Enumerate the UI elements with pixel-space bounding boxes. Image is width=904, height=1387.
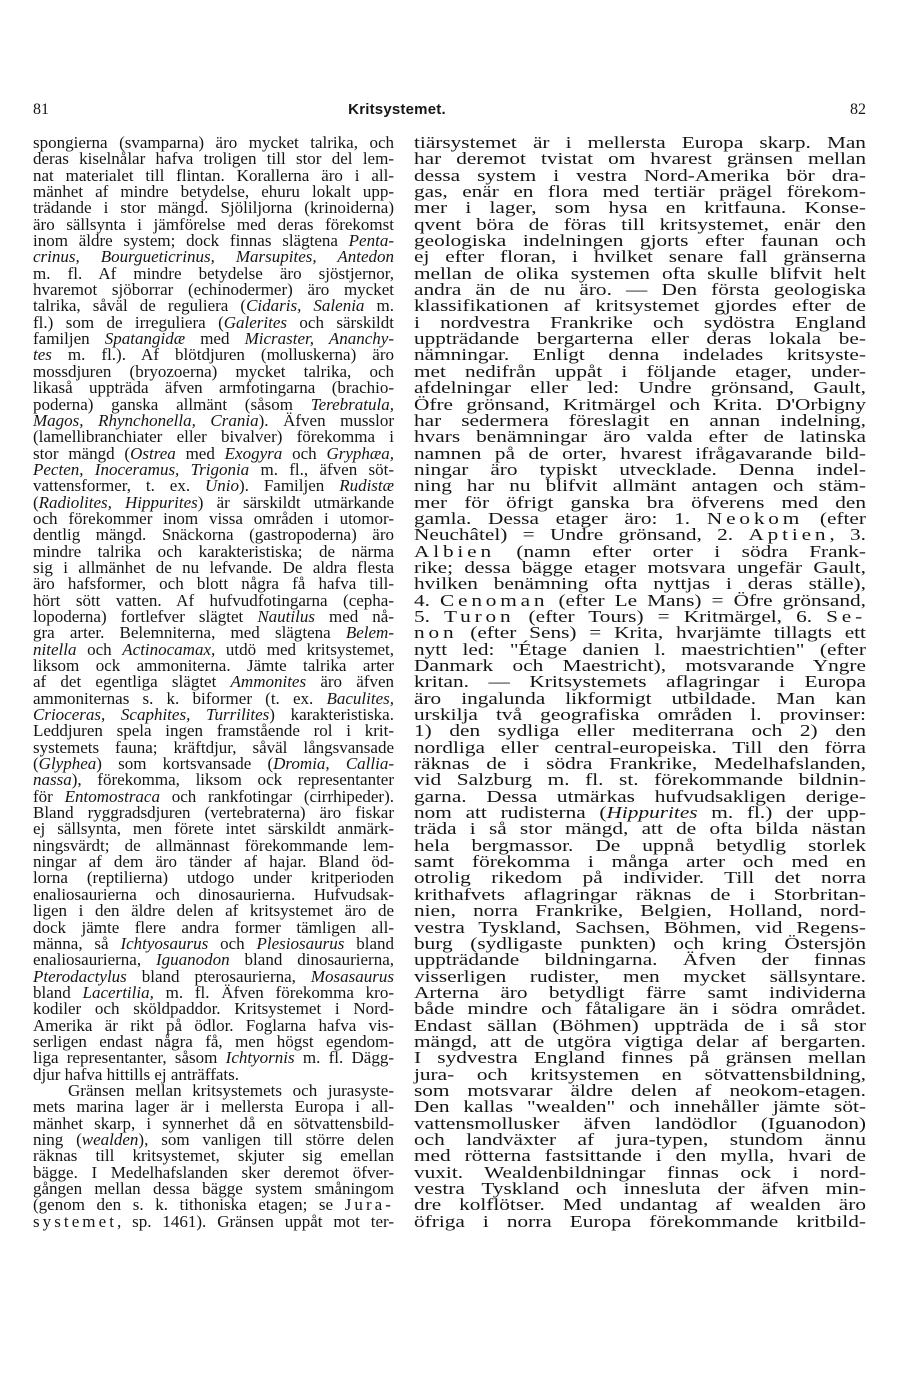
text-run: andra än de nu äro. — Den första geologiska xyxy=(414,280,866,300)
text-run: nämningar. Enligt denna indelades kritsyste- xyxy=(414,345,866,365)
text-run: uppträdande bergarterna eller deras lokala be- xyxy=(414,329,866,349)
spaced-text-run: Aptien xyxy=(748,525,830,545)
text-run: bland dinosaurierna, xyxy=(229,950,394,970)
text-run: gamla. Dessa etager äro: 1. xyxy=(414,508,707,528)
italic-text-run: Baculites, xyxy=(326,688,394,708)
text-run: talrika, såväl de reguliera ( xyxy=(33,296,247,316)
text-run: Den kallas "wealden" och innehåller jämte söt- xyxy=(414,1097,866,1117)
text-run: hvilken benämning ofta nyttjas i deras ställe), xyxy=(414,574,866,594)
text-run: och xyxy=(76,639,123,659)
text-run: ning ( xyxy=(33,1129,82,1149)
text-run: männa, så xyxy=(33,933,121,953)
text-run: enaliosaurierna, xyxy=(33,950,156,970)
text-run: dessa system i vestra Nord-Amerika bör dra- xyxy=(414,165,866,185)
text-run: Endast sällan (Böhmen) uppträda de i så stor xyxy=(414,1015,866,1035)
text-run: gången mellan dessa bägge system småningom xyxy=(33,1179,394,1198)
text-run: poderna) ganska allmänt (såsom xyxy=(33,394,311,414)
text-run: ). Familjen xyxy=(239,476,340,496)
italic-text-run: Lacertilia, xyxy=(82,982,154,1002)
text-run: med xyxy=(175,443,225,463)
text-run: vattensmollusker äfven landödlor (Iguanodon) xyxy=(414,1113,866,1133)
text-run: Neuchâtel) = Undre grönsand, 2. xyxy=(414,525,749,545)
italic-text-run: Hippurites xyxy=(606,803,698,823)
text-run: af det egentliga slägtet xyxy=(33,672,231,692)
text-run: familjen xyxy=(33,329,105,349)
text-run: fl.) som de irreguliera ( xyxy=(33,312,224,332)
text-run: för xyxy=(33,786,65,806)
text-line xyxy=(414,1211,866,1231)
text-run: ) är särskildt utmärkande xyxy=(197,492,394,512)
text-run: m. fl. Af mindre betydelse äro sjöstjernor, xyxy=(33,263,394,283)
text-run: m. fl. Äfven förekomma kro- xyxy=(153,982,394,1002)
italic-text-run: Mosasaurus xyxy=(310,966,394,986)
text-run: urskilja två geografiska områden l. provinser: xyxy=(414,705,866,725)
text-run: 1) den sydliga eller mediterrana och 2) den xyxy=(414,721,866,741)
italic-text-run: crinus, Bourgueticrinus, Marsupites, Antedon xyxy=(33,247,394,267)
page-number-left: 81 xyxy=(33,101,49,118)
spaced-text-run: non xyxy=(414,623,458,643)
text-run: ningar äro typiskt utvecklade. Denna indel- xyxy=(414,459,866,479)
text-run: bland xyxy=(344,933,394,953)
text-run: deras kiselnålar hafva troligen till stor del lem- xyxy=(33,149,394,169)
text-run: mets marina lager är i mellersta Europa i all- xyxy=(33,1097,394,1117)
text-run: kritan. — Kritsystemets aflagringar i Europa xyxy=(414,672,866,692)
text-run: med xyxy=(185,329,245,349)
text-run: enaliosaurierna och dinosaurierna. Hufvudsak- xyxy=(33,884,394,904)
text-run: ), förekomma, liksom ock representanter xyxy=(71,770,394,790)
text-run: (efter Tours) = Kritmärgel, 6. xyxy=(514,606,827,626)
text-run: mer i lager, som hysa en kritfauna. Konse- xyxy=(414,198,866,218)
italic-text-run: Penta- xyxy=(348,231,394,251)
text-run: klassifikationen af kritsystemet gjordes efter de xyxy=(414,296,866,316)
text-run: mellan de olika systemen ofta skulle blifvit helt xyxy=(414,263,866,283)
spaced-text-run: Se- xyxy=(826,606,866,626)
text-run: ningar af dem äro tänder af hajar. Bland öd- xyxy=(33,852,394,872)
text-run: met nedifrån uppåt i följande etager, under- xyxy=(414,361,866,381)
italic-text-run: Crioceras, Scaphites, Turrilites xyxy=(33,705,270,725)
text-run: ( xyxy=(33,754,39,774)
text-run: bägge. I Medelhafslanden sker deremot öfver- xyxy=(33,1162,394,1182)
italic-text-run: Pterodactylus xyxy=(33,966,127,986)
text-run: (efter Sens) = Krita, hvarjämte tillagts ett xyxy=(457,623,866,643)
italic-text-run: nassa xyxy=(33,770,72,790)
running-title: Kritsystemet. xyxy=(348,101,446,118)
text-run: spongierna (svamparna) äro mycket talrika, och xyxy=(33,133,394,152)
text-run: qvent böra de föras till kritsystemet, enär den xyxy=(414,214,866,234)
text-run: har deremot tvistat om hvarest gränsen mellan xyxy=(414,149,866,169)
italic-text-run: Rudistæ xyxy=(339,476,394,496)
text-run: (genom den s. k. tithoniska etagen; se xyxy=(33,1195,345,1215)
italic-text-run: Plesiosaurus xyxy=(256,933,345,953)
italic-text-run: Glyphea xyxy=(38,754,97,774)
spaced-text-run: Albien xyxy=(414,541,495,561)
text-run: mer för öfrigt ganska bra öfverens med den xyxy=(414,492,866,512)
text-run: geologiska indelningen gjorts efter faunan och xyxy=(414,231,866,251)
text-run: som motsvarar äldre delen af neokom-etagen. xyxy=(414,1080,866,1100)
italic-text-run: Actinocamax, xyxy=(122,639,216,659)
text-run: både mindre och fåtaligare än i södra området. xyxy=(414,999,866,1019)
left-text-column xyxy=(33,135,394,1230)
text-run: Leddjuren spela ingen framstående rol i krit- xyxy=(33,721,394,741)
italic-text-run: Dromia, Callia- xyxy=(273,754,394,774)
text-run: äro hafsformer, och blott några få hafva till- xyxy=(33,574,394,594)
text-run: , 3. xyxy=(829,525,866,545)
text-run: ) som kortsvansade ( xyxy=(96,754,274,774)
text-run: Gränsen mellan kritsystemets och jurasyste- xyxy=(68,1080,394,1100)
text-run: med nå- xyxy=(314,606,394,626)
text-run: namnen på de orter, hvarest ifrågavarande bild- xyxy=(414,443,866,463)
text-run: i nordvestra Frankrike och sydöstra England xyxy=(414,312,866,332)
italic-text-run: Radiolites, Hippurites xyxy=(38,492,198,512)
text-run: rike; dessa bägge etager motsvara ungefär Gault, xyxy=(414,557,866,577)
text-run: 4. xyxy=(414,590,441,610)
text-run: dentlig mängd. Snäckorna (gastropoderna) äro xyxy=(33,525,394,545)
text-run: djur hafva hittills ej anträffats. xyxy=(33,1064,239,1084)
text-run: ( xyxy=(33,492,39,512)
text-run: gra arter. Belemniterna, med slägtena xyxy=(33,623,346,643)
text-run: dock jämte flere andra former tämligen all- xyxy=(33,917,394,937)
italic-text-run: Terebratula, xyxy=(310,394,394,414)
text-run: ning har nu blifvit allmänt antagen och stäm- xyxy=(414,476,866,496)
text-run: Bland ryggradsdjuren (vertebraterna) äro fiskar xyxy=(33,803,394,823)
text-run: vestra Tyskland, Sachsen, Böhmen, vid Regens- xyxy=(414,917,866,937)
text-run: och särskildt xyxy=(287,312,394,332)
text-run: äro ingalunda likformigt utbildade. Man kan xyxy=(414,688,866,708)
text-run: systemets fauna; kräftdjur, såväl långsvansade xyxy=(33,737,394,757)
italic-text-run: wealden xyxy=(81,1129,139,1149)
italic-text-run: Exogyra xyxy=(224,443,283,463)
italic-text-run: Spatangidæ xyxy=(104,329,186,349)
text-run: (efter Le Mans) = Öfre grönsand, xyxy=(548,590,866,610)
text-run: dre kolflötser. Med undantag af wealden äro xyxy=(414,1195,866,1215)
text-run: nordliga eller central-europeiska. Till den förra xyxy=(414,737,866,757)
text-run: och rankfotingar (cirrhipeder). xyxy=(159,786,394,806)
text-run: mänhet af mindre betydelse, ehuru lokalt upp- xyxy=(33,182,394,202)
text-run: Arterna äro betydligt färre samt individerna xyxy=(414,982,866,1002)
italic-text-run: Iguanodon xyxy=(155,950,230,970)
text-run: Danmark och Maestricht), motsvarande Yngre xyxy=(414,656,866,675)
text-run: Amerika är rikt på ödlor. Foglarna hafva vis- xyxy=(33,1015,394,1035)
italic-text-run: Belem- xyxy=(345,623,394,643)
text-run: samt förekomma i många arter och med en xyxy=(414,852,866,872)
text-run: räknas till kritsystemet, skjuter sig emellan xyxy=(33,1146,394,1166)
text-run: och xyxy=(282,443,327,463)
text-run: tiärsystemet är i mellersta Europa skarp. Man xyxy=(414,133,866,152)
text-run: mindre talrika och karakteristiska; de närma xyxy=(33,541,394,561)
text-run: ligen i den äldre delen af kritsystemet äro de xyxy=(33,901,394,921)
text-run: m. xyxy=(364,296,394,316)
text-line xyxy=(33,1211,394,1231)
text-run: har sedermera föreslagit en annan indelning, xyxy=(414,410,866,430)
text-run: 5. xyxy=(414,606,445,626)
text-run: nytt led: "Étage danien l. maestrichtien" (efter xyxy=(414,639,866,659)
right-text-column xyxy=(414,135,866,1230)
text-run: serligen endast några få, men högst egendom- xyxy=(33,1031,394,1051)
text-run: nien, norra Frankrike, Belgien, Holland, nord- xyxy=(414,901,866,921)
italic-text-run: Ichtyosaurus xyxy=(120,933,209,953)
italic-text-run: Ammonites xyxy=(230,672,307,692)
text-run: inom äldre system; dock finnas slägtena xyxy=(33,231,349,251)
text-run: gas, enär en flora med tertiär prägel förekom- xyxy=(414,182,866,202)
spaced-text-run: systemet xyxy=(33,1211,117,1231)
text-run: afdelningar eller led: Undre grönsand, Gault, xyxy=(414,378,866,398)
text-run: jura- och kritsystemen en sötvattensbildning, xyxy=(414,1064,866,1084)
text-run: vuxit. Wealdenbildningar finnas ock i nord- xyxy=(414,1162,866,1182)
text-run: vattensformer, t. ex. xyxy=(33,476,205,496)
text-run: ), som vanligen till större delen xyxy=(138,1129,394,1149)
text-run: lorna (reptilierna) utdogo under kritperioden xyxy=(33,868,394,888)
text-run: utdö med kritsystemet, xyxy=(215,639,395,659)
italic-text-run: Cidaris, Salenia xyxy=(246,296,365,316)
text-run: hört sött vatten. Af hufvudfotingarna (cepha- xyxy=(33,590,394,610)
spaced-text-run: Turon xyxy=(444,606,515,626)
text-run: med rötterna fastsittande i den mylla, hvari de xyxy=(414,1146,866,1166)
text-run: mossdjuren (bryozoerna) mycket talrika, och xyxy=(33,361,394,381)
text-run: , sp. 1461). Gränsen uppåt mot ter- xyxy=(116,1211,394,1231)
text-run: hvars benämningar äro valda efter de latinska xyxy=(414,427,866,447)
text-run: krithafvets aflagringar räknas de i Storbritan- xyxy=(414,884,866,904)
italic-text-run: Pecten, Inoceramus, Trigonia xyxy=(33,459,250,479)
text-run: ammoniternas s. k. biformer (t. ex. xyxy=(33,688,327,708)
text-run: trädande i stor mängd. Sjöliljorna (krinoiderna) xyxy=(33,198,394,218)
text-run: m. fl.) der upp- xyxy=(697,803,866,823)
text-run: stor mängd ( xyxy=(33,443,131,463)
text-run: visserligen rudister, men mycket sällsyntare. xyxy=(414,966,866,986)
text-run: bland xyxy=(33,982,83,1002)
text-run: vid Salzburg m. fl. st. förekommande bildnin- xyxy=(414,770,866,790)
text-run: och xyxy=(208,933,257,953)
text-run: otrolig rikedom på individer. Till det norra xyxy=(414,868,866,888)
text-run: sig i allmänhet de nu lefvande. De aldra flesta xyxy=(33,557,394,577)
italic-text-run: tes xyxy=(33,345,52,365)
text-run: öfriga i norra Europa förekommande kritbild- xyxy=(414,1211,866,1231)
text-run: liksom ock ammoniterna. Jämte talrika arter xyxy=(33,656,394,675)
text-run: bland pterosaurierna, xyxy=(126,966,311,986)
text-run: uppträdande bildningarna. Äfven der finnas xyxy=(414,950,866,970)
spaced-text-run: Cenoman xyxy=(440,590,549,610)
italic-text-run: Entomostraca xyxy=(64,786,160,806)
text-run: m. fl.). Af blötdjuren (molluskerna) äro xyxy=(51,345,394,365)
text-run: äro sällsynta i jämförelse med deras förekomst xyxy=(33,214,394,234)
text-run: och landväxter af jura-typen, stundom ännu xyxy=(414,1129,866,1149)
text-run: mänhet skarp, i synnerhet då en sötvattensbild- xyxy=(33,1113,394,1133)
italic-text-run: Magos, Rhynchonella, Crania xyxy=(33,410,259,430)
text-run: ). Äfven musslor xyxy=(258,410,394,430)
text-run: garna. Dessa utmärkas hufvudsakligen derige- xyxy=(414,786,866,806)
italic-text-run: Nautilus xyxy=(257,606,315,626)
text-run: träda i så stor mängd, att de ofta bilda nästan xyxy=(414,819,866,839)
italic-text-run: Micraster, Ananchy- xyxy=(244,329,394,349)
italic-text-run: Gryphæa, xyxy=(326,443,394,463)
text-run: ) karakteristiska. xyxy=(269,705,394,725)
text-run: (namn efter orter i södra Frank- xyxy=(494,541,866,561)
page-number-right: 82 xyxy=(850,101,866,118)
text-run: likaså uppträda äfven armfotingarna (brachio- xyxy=(33,378,394,398)
italic-text-run: nitella xyxy=(33,639,77,659)
text-run: lopoderna) fortlefver slägtet xyxy=(33,606,258,626)
text-run: I sydvestra England finnes på gränsen mellan xyxy=(414,1048,866,1068)
text-run: ningsvärdt; de allmännast förekommande lem- xyxy=(33,835,394,855)
text-run: (lamellibranchiater eller bivalver) förekomma i xyxy=(33,427,394,447)
text-run: hvaremot sjöborrar (echinodermer) äro mycket xyxy=(33,280,394,300)
text-run: (efter xyxy=(803,508,866,528)
text-run: ej efter floran, i hvilket senare fall gränserna xyxy=(414,247,866,267)
text-run: och förekommer inom vissa områden i utomor- xyxy=(33,508,394,528)
spaced-text-run: Neokom xyxy=(706,508,804,528)
italic-text-run: Ostrea xyxy=(130,443,176,463)
text-run: kodiler och sköldpaddor. Kritsystemet i Nord- xyxy=(33,999,394,1019)
text-run: hela bergmassor. De uppnå betydlig storlek xyxy=(414,835,866,855)
text-run: vestra Tyskland och innesluta der äfven min- xyxy=(414,1179,866,1198)
text-run: äro äfven xyxy=(306,672,394,692)
text-run: burg (sydligaste punkten) och kring Östersjön xyxy=(414,933,866,953)
italic-text-run: Unio xyxy=(205,476,239,496)
text-run: nom att rudisterna ( xyxy=(414,803,607,823)
text-run: Öfre grönsand, Kritmärgel och Krita. D'Orbigny xyxy=(414,394,866,414)
italic-text-run: Galerites xyxy=(223,312,288,332)
text-run: nat materialet till flintan. Korallerna äro i all- xyxy=(33,165,394,185)
text-run: ej sällsynta, men förete intet särskildt anmärk- xyxy=(33,819,394,839)
text-run: räknas de i södra Frankrike, Medelhafslanden, xyxy=(414,754,866,774)
spaced-text-run: Jura- xyxy=(344,1195,394,1215)
text-run: m. fl. Dägg- xyxy=(294,1048,394,1068)
text-run: m. fl., äfven söt- xyxy=(249,459,394,479)
text-run: mängd, att de utgöra vigtiga delar af bergarten. xyxy=(414,1031,866,1051)
italic-text-run: Ichtyornis xyxy=(225,1048,295,1068)
text-run: liga representanter, såsom xyxy=(33,1048,226,1068)
